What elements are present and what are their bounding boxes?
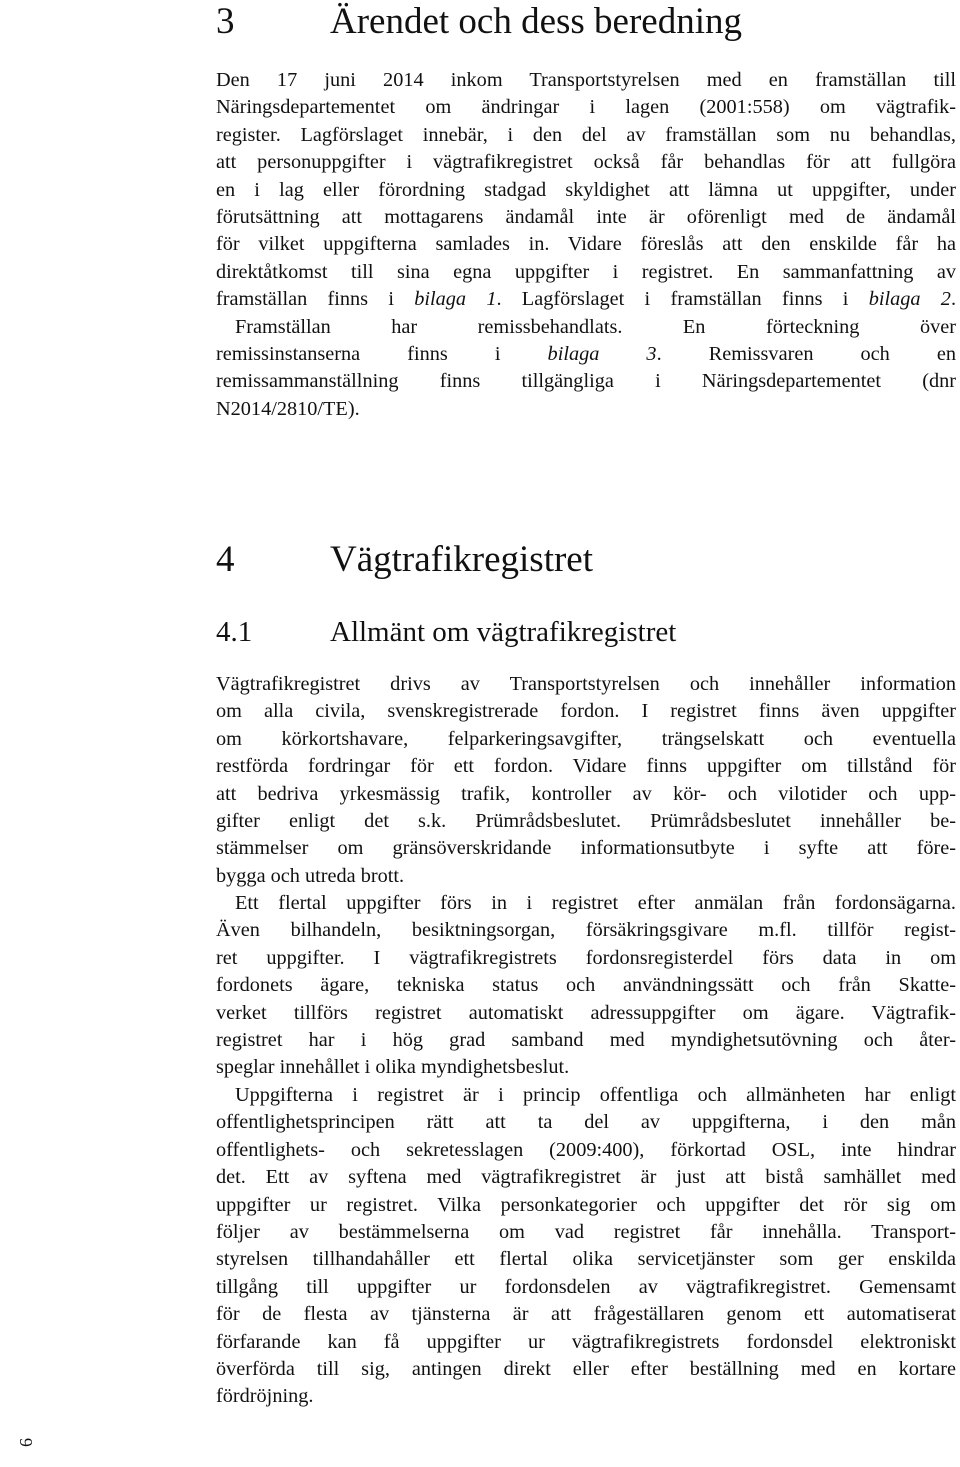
text-line	[216, 286, 956, 313]
section-3-paragraph	[216, 67, 956, 423]
text-line: överförda till sig, antingen direkt eller efter beställning med en kortare	[216, 1358, 956, 1381]
text-line: bygga och utreda brott.	[216, 864, 405, 887]
text-line: tillgång till uppgifter ur fordonsdelen av vägtrafikregistret. Gemensamt	[216, 1275, 956, 1298]
text-line: en i lag eller förordning stadgad skyldighet att lämna ut uppgifter, under	[216, 178, 956, 201]
bilaga-reference: bilaga 2	[868, 288, 951, 311]
text-line: Även bilhandeln, besiktningsorgan, försäkringsgivare m.fl. tillför regist-	[216, 919, 956, 942]
text-run: framställan finns i	[216, 288, 415, 311]
text-run: .	[950, 288, 957, 311]
text-line: fördröjning.	[216, 1385, 314, 1408]
text-line: speglar innehållet i olika myndighetsbeslut.	[216, 1056, 570, 1079]
section-4-1-paragraph-3	[216, 1082, 956, 1411]
section-4-heading	[216, 538, 593, 582]
text-line: Vägtrafikregistret drivs av Transportstyrelsen och innehåller information	[216, 673, 956, 695]
text-line: om alla civila, svenskregistrerade fordon. I registret finns även uppgifter	[216, 700, 956, 723]
text-line: för vilket uppgifterna samlades in. Vidare föreslås att den enskilde får ha	[216, 233, 956, 256]
section-title: Allmänt om vägtrafikregistret	[330, 616, 677, 648]
text-line: för de flesta av tjänsterna är att frågeställaren genom ett automatiserat	[216, 1303, 956, 1326]
text-run: . Remissvaren och en	[656, 343, 956, 366]
text-line: styrelsen tillhandahåller ett flertal olika servicetjänster som ger enskilda	[216, 1248, 956, 1271]
section-title: Vägtrafikregistret	[330, 539, 593, 580]
text-line: stämmelser om gränsöverskridande informationsutbyte i syfte att före-	[216, 837, 956, 860]
text-line: Den 17 juni 2014 inkom Transportstyrelsen med en framställan till	[216, 69, 956, 91]
text-line: Uppgifterna i registret är i princip offentliga och allmänheten har enligt	[235, 1084, 956, 1106]
text-line: att bedriva yrkesmässig trafik, kontroller av kör- och vilotider och upp-	[216, 782, 956, 805]
section-4-1-paragraph-1	[216, 671, 956, 890]
text-line: offentlighetsprincipen rätt att ta del av uppgifterna, i den mån	[216, 1111, 956, 1134]
text-line: förutsättning att mottagarens ändamål inte är oförenligt med de ändamål	[216, 206, 956, 229]
text-line: det. Ett av syftena med vägtrafikregistret är just att bistå samhället med	[216, 1166, 956, 1189]
text-line: register. Lagförslaget innebär, i den del av framställan som nu behandlas,	[216, 123, 956, 146]
section-3-heading	[216, 0, 742, 44]
section-number: 3	[216, 1, 235, 42]
text-line: ret uppgifter. I vägtrafikregistrets fordonsregisterdel förs data in om	[216, 946, 956, 969]
text-line: offentlighets- och sekretesslagen (2009:400), förkortad OSL, inte hindrar	[216, 1138, 956, 1161]
text-line: Ett flertal uppgifter förs in i registret efter anmälan från fordonsägarna.	[235, 892, 956, 914]
text-line: Näringsdepartementet om ändringar i lagen (2001:558) om vägtrafik-	[216, 96, 956, 119]
text-line: remissammanställning finns tillgängliga i Näringsdepartementet (dnr	[216, 370, 956, 393]
text-line: restförda fordringar för ett fordon. Vidare finns uppgifter om tillstånd för	[216, 755, 956, 778]
text-line: direktåtkomst till sina egna uppgifter i registret. En sammanfattning av	[216, 260, 956, 283]
text-line: fordonets ägare, tekniska status och användningssätt och från Skatte-	[216, 974, 956, 997]
text-line: verket tillförs registret automatiskt adressuppgifter om ägare. Vägtrafik-	[216, 1001, 956, 1024]
text-line	[216, 341, 956, 368]
text-run: remissinstanserna finns i	[216, 343, 548, 366]
bilaga-reference: bilaga 3	[547, 343, 657, 366]
section-4-1-paragraph-2	[216, 890, 956, 1082]
section-number: 4.1	[216, 616, 253, 648]
section-4-1-heading	[216, 614, 676, 650]
text-line: uppgifter ur registret. Vilka personkategorier och uppgifter det rör sig om	[216, 1193, 956, 1216]
text-line: N2014/2810/TE).	[216, 397, 360, 420]
text-line: att personuppgifter i vägtrafikregistret också får behandlas för att fullgöra	[216, 151, 956, 174]
text-line: om körkortshavare, felparkeringsavgifter, trängselskatt och eventuella	[216, 727, 956, 750]
text-line: registret har i hög grad samband med myndighetsutövning och åter-	[216, 1029, 956, 1052]
page-number: 6	[16, 1438, 36, 1447]
bilaga-reference: bilaga 1	[414, 288, 497, 311]
section-number: 4	[216, 539, 235, 580]
text-line: följer av bestämmelserna om vad registret får innehålla. Transport-	[216, 1221, 956, 1244]
text-line: gifter enligt det s.k. Prümrådsbeslutet. Prümrådsbeslutet innehåller be-	[216, 810, 956, 833]
section-title: Ärendet och dess beredning	[330, 1, 743, 42]
text-line: Framställan har remissbehandlats. En förteckning över	[235, 315, 956, 338]
text-line: förfarande kan få uppgifter ur vägtrafikregistrets fordonsdel elektroniskt	[216, 1330, 956, 1353]
text-run: . Lagförslaget i framställan finns i	[496, 288, 869, 311]
